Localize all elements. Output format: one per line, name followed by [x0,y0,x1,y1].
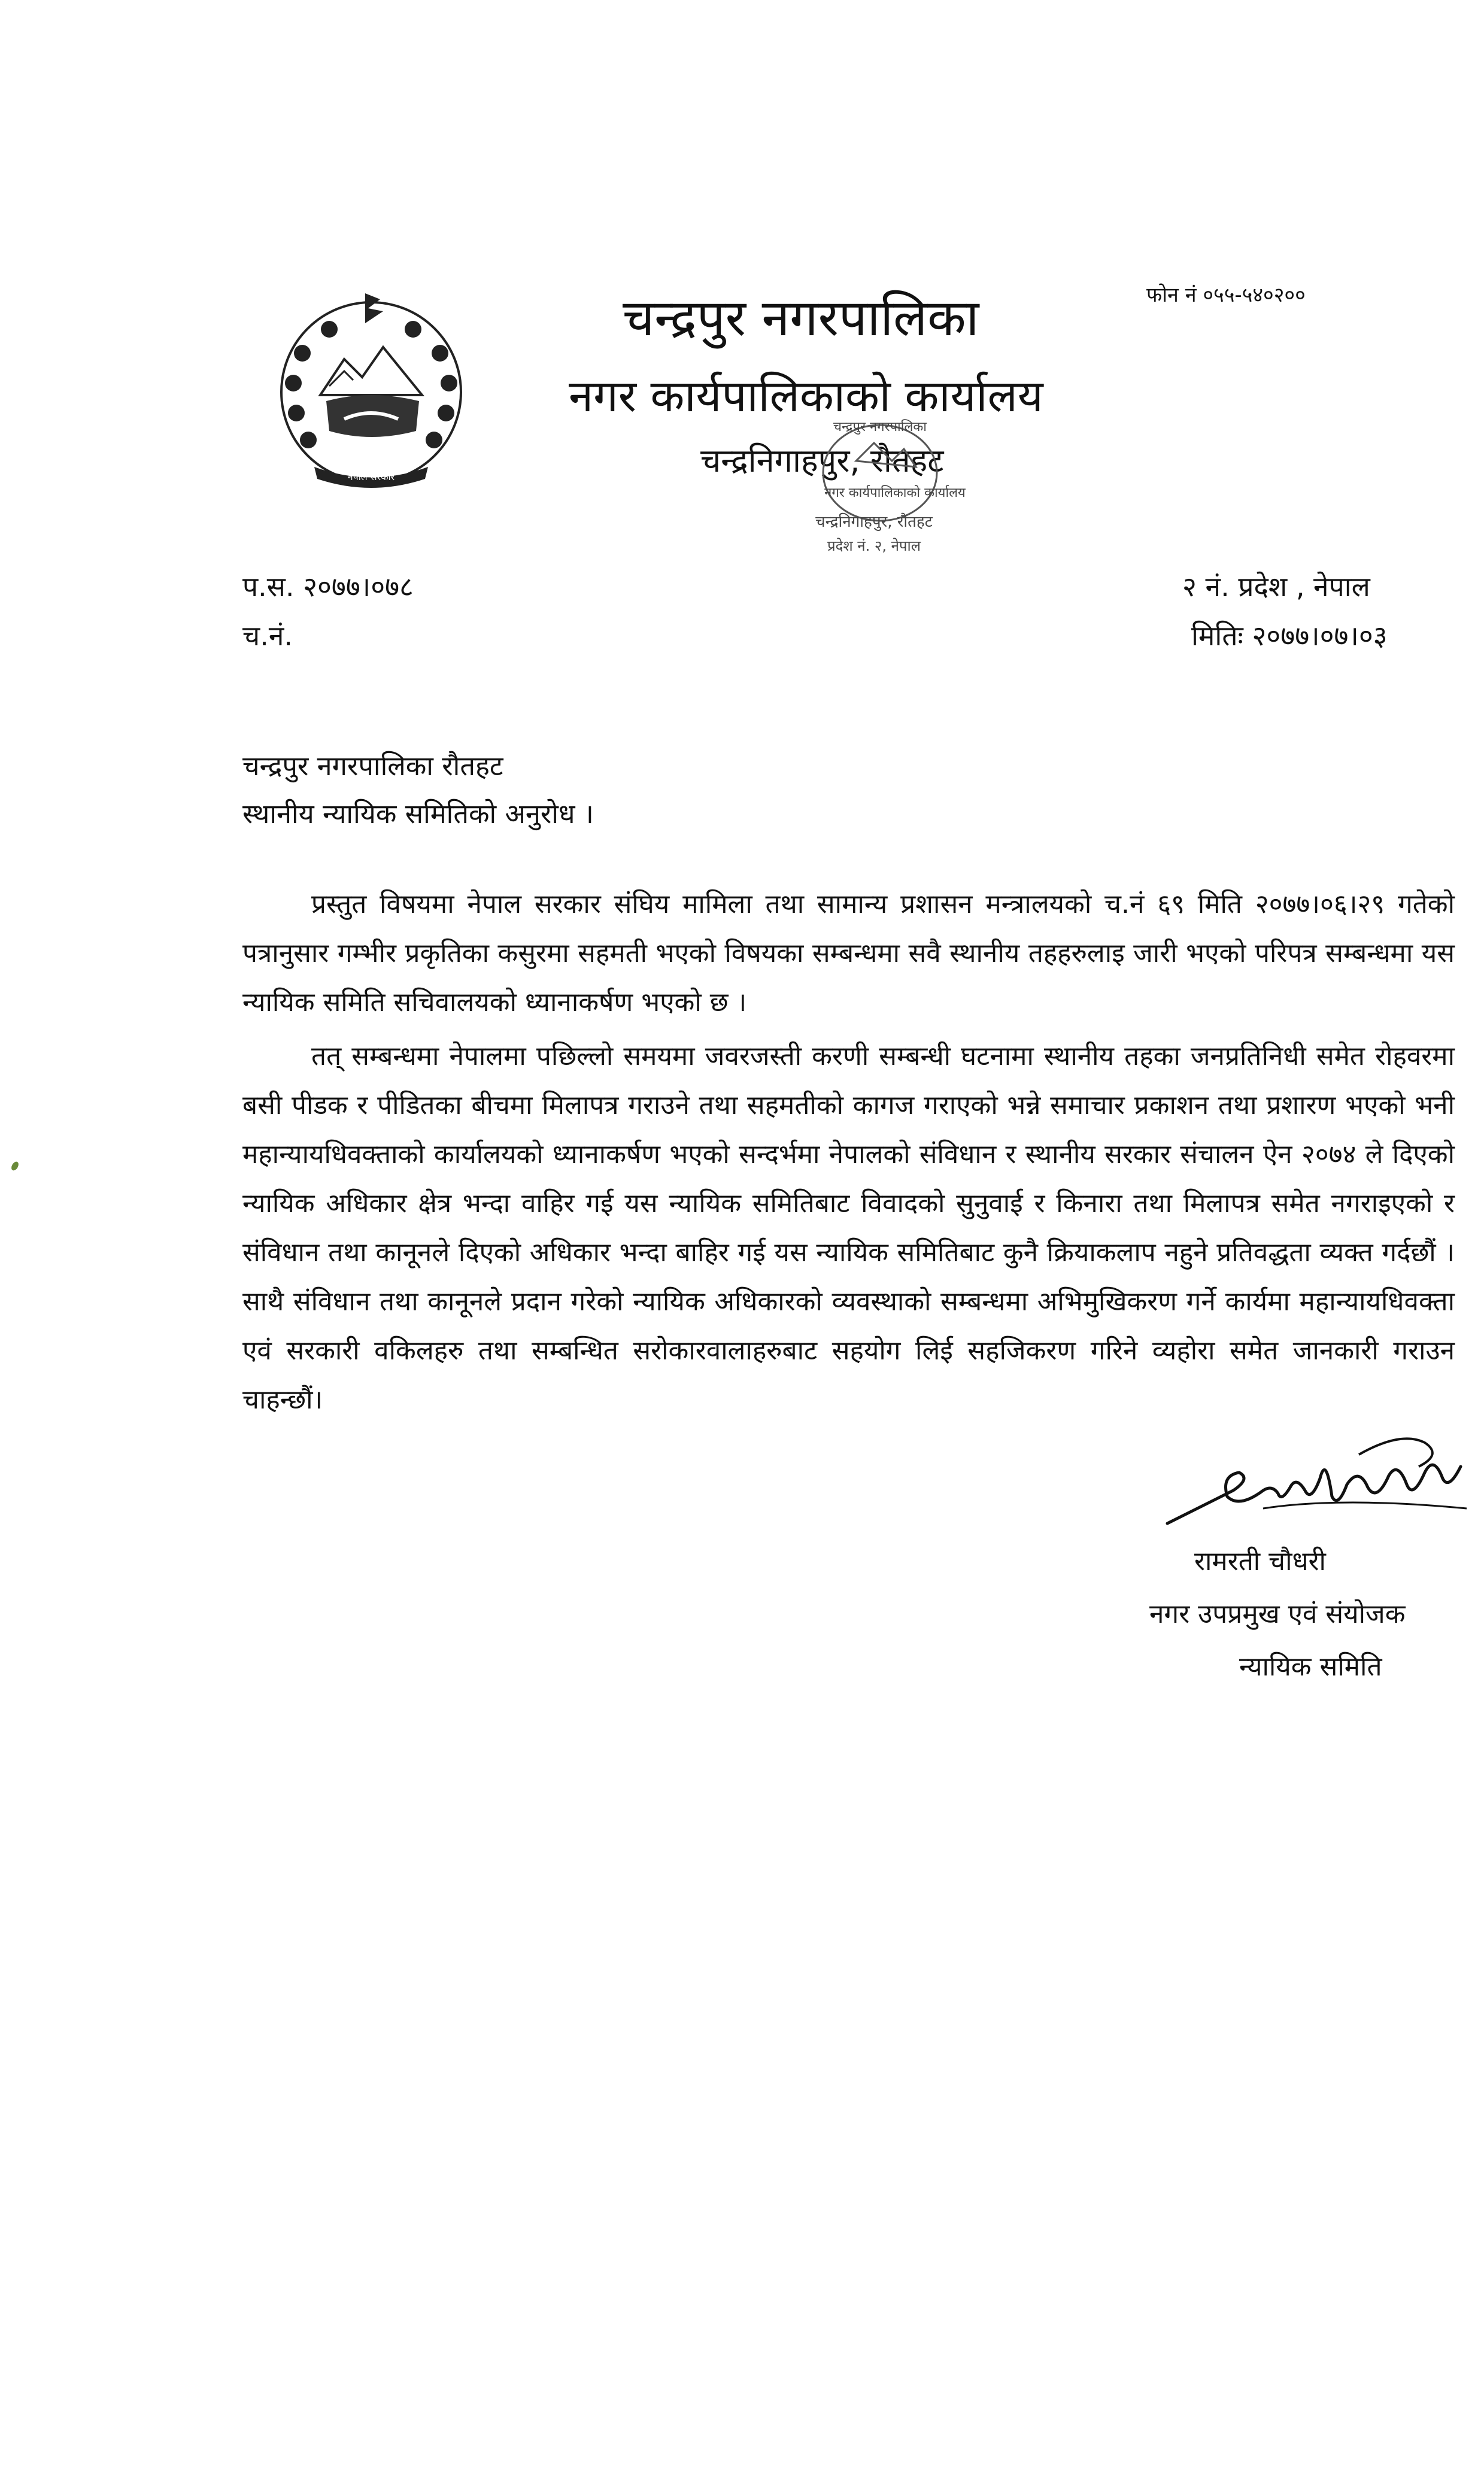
body-paragraph-1: प्रस्तुत विषयमा नेपाल सरकार संघिय मामिला तथा सामान्य प्रशासन मन्त्रालयको च.नं ६९ मिति २०७७।०६।२९ गतेको पत्रानुसार गम्भीर प्रकृतिका कसुरमा सहमती भएको विषयका सम्बन्धमा सवै स्थानीय तहहरुलाइ जारी भएको परिपत्र सम्बन्धमा यस न्यायिक समिति सचिवालयको ध्यानाकर्षण भएको छ । [242,889,1455,1018]
signatory-role: नगर उपप्रमुख एवं संयोजक [1149,1599,1406,1629]
nepal-emblem-logo [272,281,470,497]
emblem-caption: नेपाल सरकार [347,471,395,482]
stamp-line-2: नगर कार्यपालिकाको कार्यालय [824,485,966,500]
signature-block [1149,1535,1406,1693]
office-name-heading: नगर कार्यपालिकाको कार्यालय [569,371,1043,422]
recipient-line-1: चन्द्रपुर नगरपालिका रौतहट [242,750,503,782]
org-name-heading: चन्द्रपुर नगरपालिका [623,289,979,347]
signatory-name: रामरती चौधरी [1194,1546,1326,1577]
reference-number: च.नं. [242,620,293,652]
phone-number: फोन नं ०५५-५४०२०० [1146,283,1306,307]
body-paragraph-2: तत् सम्बन्धमा नेपालमा पछिल्लो समयमा जवरजस्ती करणी सम्बन्धी घटनामा स्थानीय तहका जनप्रतिनिधी समेत रोहवरमा बसी पीडक र पीडितका बीचमा मिलापत्र गराउने तथा सहमतीको कागज गराएको भन्ने समाचार प्रकाशन तथा प्रशारण भएको भनी महान्यायधिवक्ताको कार्यालयको ध्यानाकर्षण भएको सन्दर्भमा नेपालको संविधान र स्थानीय सरकार संचालन ऐन २०७४ ले दिएको न्यायिक अधिकार क्षेत्र भन्दा वाहिर गई यस न्यायिक समितिबाट विवादको सुनुवाई र किनारा तथा मिलापत्र समेत नगराइएको र संविधान तथा कानूनले दिएको अधिकार भन्दा बाहिर गई यस न्यायिक समितिबाट कुनै क्रियाकलाप नहुने प्रतिवद्धता व्यक्त गर्दछौं । साथै संविधान तथा कानूनले प्रदान गरेको न्यायिक अधिकारको व्यवस्थाको सम्बन्धमा अभिमुखिकरण गर्ने कार्यमा महान्यायधिवक्ता एवं सरकारी वकिलहरु तथा सम्बन्धित सरोकारवालाहरुबाट सहयोग लिई सहजिकरण गरिने व्यहोरा समेत जानकारी गराउन चाहन्छौं। [242,1041,1455,1415]
letter-body [242,880,1455,1429]
office-stamp [772,407,988,581]
stamp-line-1: चन्द्रपुर नगरपालिका [833,420,927,435]
stamp-line-3: चन्द्रनिगाहपुर, रौतहट [815,513,933,531]
scan-speck [10,1161,20,1172]
handwritten-signature [1161,1419,1473,1538]
subject-line: स्थानीय न्यायिक समितिको अनुरोध । [242,798,594,830]
recipient-block [242,742,594,838]
signatory-committee: न्यायिक समिति [1239,1652,1382,1682]
letter-date: मितिः २०७७।०७।०३ [1191,620,1388,652]
fiscal-year: प.स. २०७७।०७८ [242,570,414,603]
province-label: २ नं. प्रदेश , नेपाल [1182,570,1370,603]
stamp-line-4: प्रदेश नं. २, नेपाल [827,538,921,554]
address-heading: चन्द्रनिगाहपुर, रौतहट [700,442,944,479]
